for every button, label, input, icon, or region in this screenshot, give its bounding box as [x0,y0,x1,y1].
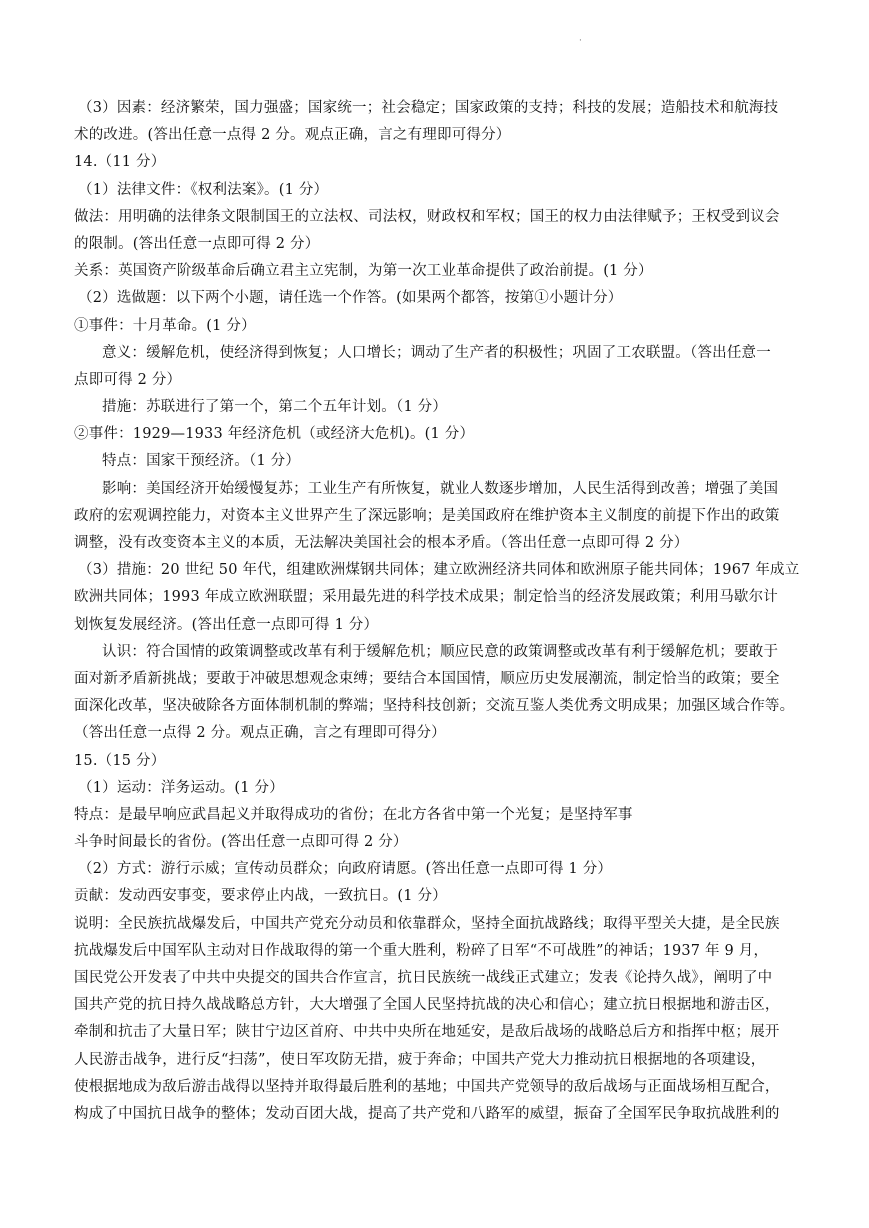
text-line: 面对新矛盾新挑战；要敢于冲破思想观念束缚；要结合本国国情，顺应历史发展潮流，制定恰当的政策；要全 [74,670,780,687]
text-line: 认识：符合国情的政策调整或改革有利于缓解危机；顺应民意的政策调整或改革有利于缓解危机；要敢于 [102,643,779,660]
text-line: 点即可得 2 分） [74,371,182,388]
text-line: 特点：是最早响应武昌起义并取得成功的省份；在北方各省中第一个光复；是坚持军事 [74,806,633,823]
text-line: 说明：全民族抗战爆发后，中国共产党充分动员和依靠群众，坚持全面抗战路线；取得平型关大捷，是全民族 [74,915,780,932]
text-line: 人民游击战争，进行反“扫荡”，使日军攻防无措，疲于奔命；中国共产党大力推动抗日根据地的各项建设， [74,1051,766,1068]
text-line: 意义：缓解危机，使经济得到恢复；人口增长；调动了生产者的积极性；巩固了工农联盟。（答出任意一 [102,344,771,361]
text-line: （2）方式：游行示威；宣传动员群众；向政府请愿。(答出任意一点即可得 1 分） [78,861,613,878]
text-line: （2）选做题：以下两个小题，请任选一个作答。(如果两个都答，按第①小题计分） [78,290,623,307]
text-line: （答出任意一点得 2 分。观点正确，言之有理即可得分） [74,725,446,742]
text-line: 使根据地成为敌后游击战得以坚持并取得最后胜利的基地；中国共产党领导的敌后战场与正面战场相互配合， [74,1078,780,1095]
text-line: 欧洲共同体；1993 年成立欧洲联盟；采用最先进的科学技术成果；制定恰当的经济发展政策；利用马歇尔计 [74,589,779,606]
text-line: 特点：国家干预经济。（1 分） [102,453,301,470]
text-line: （1）法律文件：《权利法案》。(1 分） [78,181,329,198]
text-line: 措施：苏联进行了第一个，第二个五年计划。（1 分） [102,399,448,416]
text-line: 国民党公开发表了中共中央提交的国共合作宣言，抗日民族统一战线正式建立；发表《论持久战》，阐明了中 [74,970,773,986]
text-line: 的限制。(答出任意一点即可得 2 分） [74,235,320,252]
text-line: ①事件：十月革命。(1 分） [74,317,256,334]
text-line: 构成了中国抗日战争的整体；发动百团大战，提高了共产党和八路军的威望，振奋了全国军民争取抗战胜利的 [74,1105,780,1122]
question-heading: 14.（11 分） [74,154,166,171]
text-line: 划恢复发展经济。(答出任意一点即可得 1 分） [74,616,379,633]
text-line: 抗战爆发后中国军队主动对日作战取得的第一个重大胜利，粉碎了日军“不可战胜”的神话；1937 年 9 月， [74,942,769,959]
text-line: ②事件：1929—1933 年经济危机（或经济大危机)。(1 分） [74,426,475,443]
text-line: 国共产党的抗日持久战战略总方针，大大增强了全国人民坚持抗战的决心和信心；建立抗日根据地和游击区， [74,997,780,1014]
question-heading: 15.（15 分） [74,752,166,769]
text-line: 调整，没有改变资本主义的本质，无法解决美国社会的根本矛盾。（答出任意一点即可得 2 分） [74,535,689,551]
text-line: 术的改进。(答出任意一点得 2 分。观点正确，言之有理即可得分） [74,127,511,144]
text-line: （1）运动：洋务运动。(1 分） [78,779,284,796]
text-line: 影响：美国经济开始缓慢复苏；工业生产有所恢复，就业人数逐步增加，人民生活得到改善；增强了美国 [102,480,779,497]
text-line: 政府的宏观调控能力，对资本主义世界产生了深远影响；是美国政府在维护资本主义制度的前提下作出的政策 [74,507,780,524]
text-line: 做法：用明确的法律条文限制国王的立法权、司法权，财政权和军权；国王的权力由法律赋予；王权受到议会 [74,208,780,225]
text-line: 牵制和抗击了大量日军；陕甘宁边区首府、中共中央所在地延安，是敌后战场的战略总后方和指挥中枢；展开 [74,1024,780,1041]
text-line: 斗争时间最长的省份。(答出任意一点即可得 2 分） [74,834,408,851]
text-line: 面深化改革，坚决破除各方面体制机制的弊端；坚持科技创新；交流互鉴人类优秀文明成果；加强区域合作等。 [74,698,795,715]
text-line: 贡献：发动西安事变，要求停止内战，一致抗日。(1 分） [74,888,447,905]
header-mark: · [579,36,582,46]
answer-text-body [74,95,804,1128]
text-line: （3）因素：经济繁荣，国力强盛；国家统一；社会稳定；国家政策的支持；科技的发展；造船技术和航海技 [78,100,779,116]
text-line: （3）措施：20 世纪 50 年代，组建欧洲煤钢共同体；建立欧洲经济共同体和欧洲原子能共同体；1967 年成立 [78,562,800,579]
text-line: 关系：英国资产阶级革命后确立君主立宪制，为第一次工业革命提供了政治前提。(1 分） [74,263,653,280]
